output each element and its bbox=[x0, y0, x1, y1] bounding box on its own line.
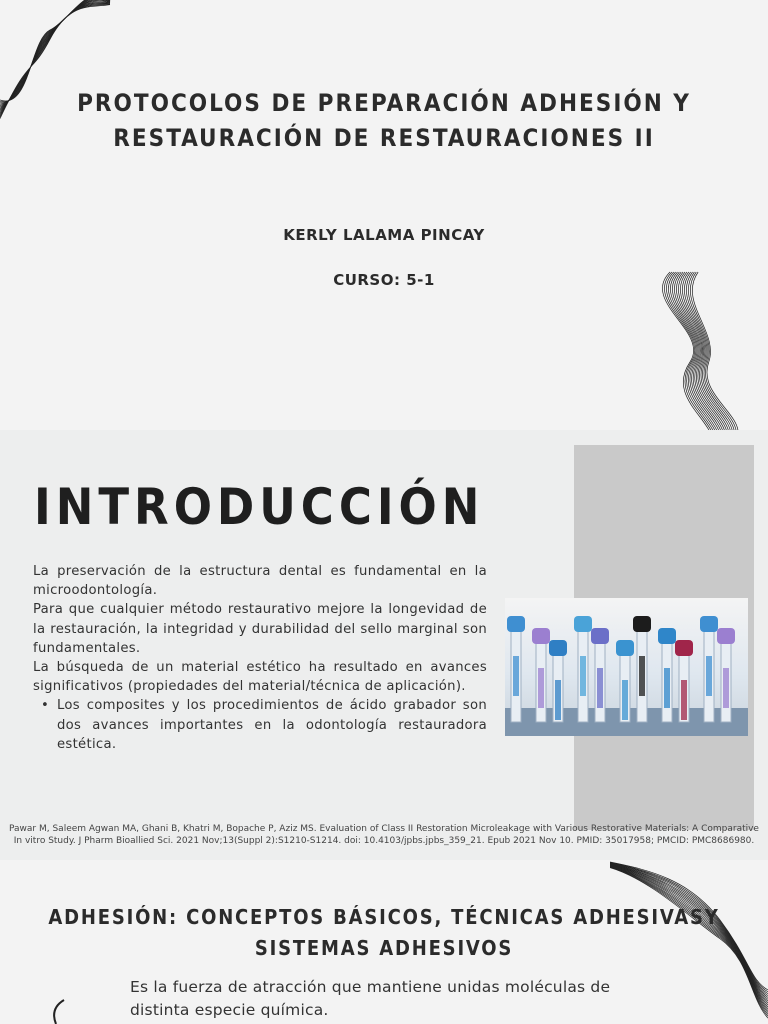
bullet-item bbox=[33, 696, 487, 754]
introduction-slide bbox=[0, 430, 768, 860]
definition-text: Es la fuerza de atracción que mantiene unidas moléculas de distinta especie química. bbox=[130, 978, 611, 1019]
paragraph: La preservación de la estructura dental es fundamental en la microodontología. bbox=[33, 564, 487, 599]
author-name: KERLY LALAMA PINCAY bbox=[283, 226, 485, 244]
curve-decoration-left bbox=[44, 998, 74, 1024]
title-slide bbox=[0, 0, 768, 430]
paragraph: La búsqueda de un material estético ha resultado en avances significativos (propiedades del material/técnica de aplicación). bbox=[33, 660, 487, 695]
bullet-icon: • bbox=[40, 698, 50, 714]
title-line-1: ADHESIÓN: CONCEPTOS BÁSICOS, TÉCNICAS ADHESIVASY bbox=[48, 905, 720, 929]
dental-materials-photo bbox=[505, 598, 748, 736]
introduction-body bbox=[33, 562, 487, 754]
title-line-2: SISTEMAS ADHESIVOS bbox=[254, 936, 514, 960]
paragraph: Para que cualquier método restaurativo mejore la longevidad de la restauración, la integridad y durabilidad del sello marginal son fundamentales. bbox=[33, 602, 487, 656]
section-title bbox=[40, 902, 728, 964]
citation-reference: Pawar M, Saleem Agwan MA, Ghani B, Khatri M, Bopache P, Aziz MS. Evaluation of Class II Restoration Microleakage with Various Restorative Materials: A Comparative In vitro Study. J Pharm Bioallied Sci. 2021 Nov;13(Suppl 2):S1210-S1214. doi: 10.4103/jpbs.jpbs_359_21. Epub 2021 Nov 10. PMID: 35017958; PMCID: PMC8686980. bbox=[9, 824, 759, 846]
syringes-illustration bbox=[505, 598, 748, 736]
title-line-2: RESTAURACIÓN DE RESTAURACIONES II bbox=[113, 124, 655, 152]
presentation-title bbox=[60, 86, 708, 156]
adhesion-slide bbox=[0, 860, 768, 1024]
section-heading: INTRODUCCIÓN bbox=[34, 478, 485, 536]
bullet-text: Los composites y los procedimientos de ácido grabador son dos avances importantes en la odontología restauradora estética. bbox=[57, 698, 487, 752]
title-line-1: PROTOCOLOS DE PREPARACIÓN ADHESIÓN Y bbox=[77, 89, 691, 117]
course-label: CURSO: 5-1 bbox=[333, 271, 435, 289]
